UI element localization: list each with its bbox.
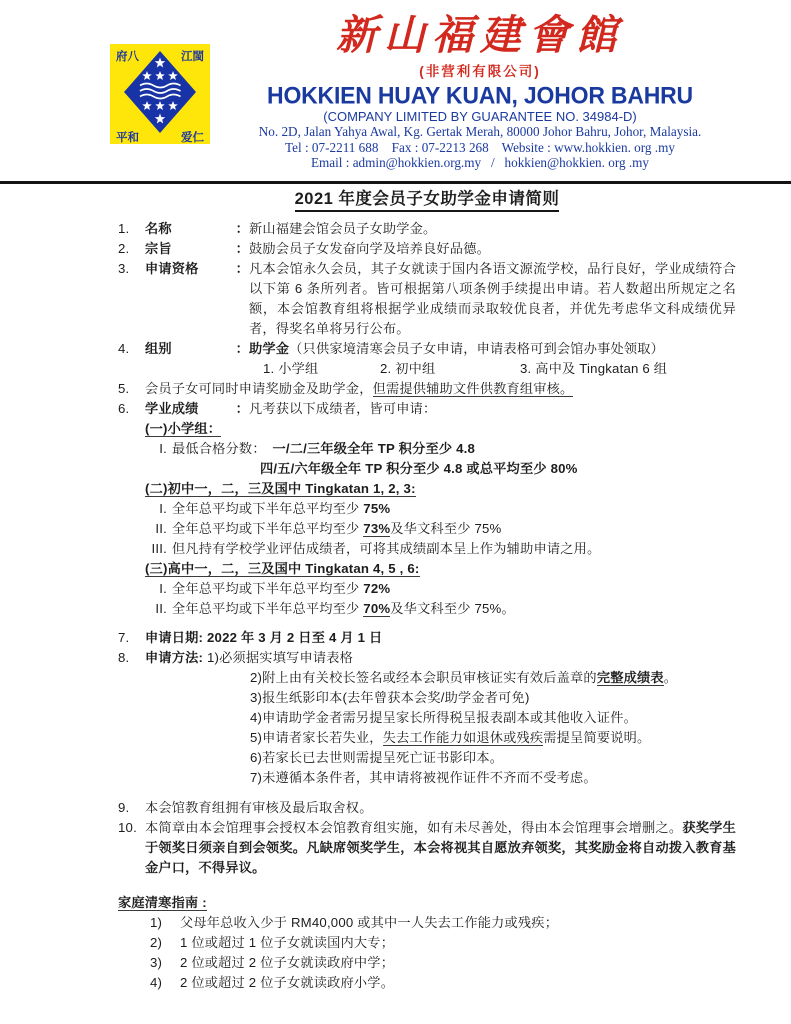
criterion-text: 全年总平均或下半年总平均至少 72% bbox=[172, 581, 391, 596]
org-name-chinese: 新山福建會館 bbox=[336, 11, 624, 59]
item-text: 鼓励会员子女发奋向学及培养良好品德。 bbox=[249, 241, 490, 256]
criterion-text: 全年总平均或下半年总平均至少 75% bbox=[172, 501, 391, 516]
guideline-text: 父母年总收入少于 RM40,000 或其中一人失去工作能力或残疾； bbox=[180, 915, 559, 930]
criterion-text: 但凡持有学校学业评估成绩者，可将其成绩副本呈上作为辅助申请之用。 bbox=[172, 541, 601, 556]
guideline-number: 3) bbox=[150, 955, 163, 970]
item-number: 6. bbox=[118, 401, 130, 416]
logo-corner-text-tr: 江閩 bbox=[181, 51, 204, 63]
hardship-guideline-row bbox=[150, 953, 736, 973]
colon: ： bbox=[235, 341, 249, 356]
item-number: 7. bbox=[118, 630, 130, 645]
method-step: 3)报生纸影印本(去年曾获本会奖/助学金者可免) bbox=[250, 690, 530, 705]
item-label: 名称 ： bbox=[145, 219, 249, 239]
title-line bbox=[118, 189, 736, 212]
roman-numeral: I. bbox=[159, 581, 167, 596]
application-guidelines bbox=[0, 184, 791, 993]
roman-numeral: III. bbox=[151, 541, 167, 556]
subsection-heading-primary: (一)小学组： bbox=[145, 421, 222, 436]
item-text: 会员子女可同时申请奖励金及助学金，但需提供辅助文件供教育组审核。 bbox=[145, 381, 574, 396]
criterion-text: 全年总平均或下半年总平均至少 70%及华文科至少 75%。 bbox=[172, 601, 515, 616]
item-label: 学业成绩 ： bbox=[145, 399, 249, 419]
group-lower-secondary: 2. 初中组 bbox=[380, 361, 436, 376]
criterion-row bbox=[145, 499, 736, 519]
colon: ： bbox=[235, 241, 249, 256]
item-number: 3. bbox=[118, 261, 130, 276]
criterion-row bbox=[145, 519, 736, 539]
category-groups-row bbox=[263, 359, 736, 379]
criterion-continuation: 四/五/六年级全年 TP 积分至少 4.8 或总平均至少 80% bbox=[260, 461, 578, 476]
hardship-guideline-row bbox=[150, 913, 736, 933]
colon: ： bbox=[235, 401, 249, 416]
item-text: 申请方法: 1)必须据实填写申请表格 bbox=[145, 650, 354, 665]
item-text: 凡考获以下成绩者，皆可申请： bbox=[249, 401, 437, 416]
item-label: 宗旨 ： bbox=[145, 239, 249, 259]
list-item-8 bbox=[118, 648, 736, 668]
method-step: 6)若家长已去世则需提呈死亡证书影印本。 bbox=[250, 750, 504, 765]
list-item-7 bbox=[118, 628, 736, 648]
item-text: 本会馆教育组拥有审核及最后取舍权。 bbox=[145, 800, 373, 815]
method-step: 2)附上由有关校长签名或经本会职员审核证实有效后盖章的完整成绩表。 bbox=[250, 670, 678, 685]
item-number: 10. bbox=[118, 820, 137, 835]
item-number: 1. bbox=[118, 221, 130, 236]
letterhead-text bbox=[180, 0, 780, 171]
org-name-english: HOKKIEN HUAY KUAN, JOHOR BAHRU bbox=[267, 81, 693, 109]
logo-corner-text-tl: 府八 bbox=[116, 51, 139, 63]
item-label: 组别 ： bbox=[145, 339, 249, 359]
roman-numeral: II. bbox=[155, 521, 167, 536]
item-label: 申请资格 ： bbox=[145, 259, 249, 279]
hardship-guideline-row bbox=[150, 933, 736, 953]
org-nonprofit-note: (非营利有限公司) bbox=[419, 64, 541, 80]
method-step: 7)未遵循本条件者，其申请将被视作证件不齐而不受考虑。 bbox=[250, 770, 597, 785]
criterion-row bbox=[145, 579, 736, 599]
criterion-text: 最低合格分数： 一/二/三年级全年 TP 积分至少 4.8 bbox=[172, 441, 476, 456]
criterion-row bbox=[145, 439, 736, 459]
roman-numeral: I. bbox=[159, 441, 167, 456]
guideline-number: 4) bbox=[150, 975, 163, 990]
org-registration-number: (COMPANY LIMITED BY GUARANTEE NO. 34984-D) bbox=[323, 109, 637, 125]
list-item-5 bbox=[118, 379, 736, 399]
item-number: 9. bbox=[118, 800, 130, 815]
logo-corner-text-bl: 平和 bbox=[116, 132, 139, 144]
list-item-6 bbox=[118, 399, 736, 419]
guideline-number: 2) bbox=[150, 935, 163, 950]
list-item-2 bbox=[118, 239, 736, 259]
hardship-guidelines-heading: 家庭清寒指南 : bbox=[118, 895, 207, 910]
org-email: Email : admin@hokkien.org.my / hokkien@hokkien. org .my bbox=[310, 155, 650, 171]
roman-numeral: II. bbox=[155, 601, 167, 616]
item-number: 5. bbox=[118, 381, 130, 396]
item-number: 8. bbox=[118, 650, 130, 665]
list-item-1 bbox=[118, 219, 736, 239]
list-item-4 bbox=[118, 339, 736, 359]
guideline-text: 2 位或超过 2 位子女就读政府中学； bbox=[180, 955, 395, 970]
page-title: 2021 年度会员子女助学金申请简则 bbox=[295, 189, 560, 212]
method-step: 5)申请者家长若失业，失去工作能力如退休或残疾需提呈简要说明。 bbox=[250, 730, 651, 745]
subsection-heading-upper-secondary: (三)高中一，二，三及国中 Tingkatan 4, 5 , 6: bbox=[145, 561, 420, 576]
group-upper-secondary: 3. 高中及 Tingkatan 6 组 bbox=[520, 361, 668, 376]
guideline-text: 1 位或超过 1 位子女就读国内大专； bbox=[180, 935, 395, 950]
colon: ： bbox=[235, 261, 249, 276]
guideline-number: 1) bbox=[150, 915, 163, 930]
method-step: 4)申请助学金者需另提呈家长所得税呈报表副本或其他收入证件。 bbox=[250, 710, 637, 725]
item-text: 助学金（只供家境清寒会员子女申请，申请表格可到会馆办事处领取） bbox=[249, 341, 665, 356]
item-text: 凡本会馆永久会员，其子女就读于国内各语文源流学校，品行良好，学业成绩符合以下第 6 条所列者。皆可根据第八项条例手续提出申请。若人数超出所规定之名额，本会馆教育组将根据学业成绩而录取较优良者，并优先考虑华文科成绩优异者，得奖名单将另行公布。 bbox=[249, 261, 736, 336]
criterion-row bbox=[145, 539, 736, 559]
criterion-row bbox=[145, 599, 736, 619]
letterhead bbox=[0, 0, 791, 184]
org-address: No. 2D, Jalan Yahya Awal, Kg. Gertak Merah, 80000 Johor Bahru, Johor, Malaysia. bbox=[258, 124, 702, 140]
list-item-10 bbox=[118, 818, 736, 878]
roman-numeral: I. bbox=[159, 501, 167, 516]
criterion-text: 全年总平均或下半年总平均至少 73%及华文科至少 75% bbox=[172, 521, 502, 536]
item-text: 申请日期: 2022 年 3 月 2 日至 4 月 1 日 bbox=[145, 630, 383, 645]
item-number: 2. bbox=[118, 241, 130, 256]
guideline-text: 2 位或超过 2 位子女就读政府小学。 bbox=[180, 975, 395, 990]
org-phone-fax-website: Tel : 07-2211 688 Fax : 07-2213 268 Website : www.hokkien. org .my bbox=[285, 139, 675, 155]
item-text: 新山福建会馆会员子女助学金。 bbox=[249, 221, 437, 236]
item-number: 4. bbox=[118, 341, 130, 356]
group-primary: 1. 小学组 bbox=[263, 361, 319, 376]
colon: ： bbox=[235, 221, 249, 236]
subsection-heading-lower-secondary: (二)初中一，二，三及国中 Tingkatan 1, 2, 3: bbox=[145, 481, 416, 496]
logo-corner-text-br: 爱仁 bbox=[181, 132, 204, 144]
list-item-3 bbox=[118, 259, 736, 339]
header-divider-rule bbox=[0, 181, 791, 184]
item-text: 本简章由本会馆理事会授权本会馆教育组实施，如有未尽善处，得由本会馆理事会增删之。获奖学生于领奖日须亲自到会领奖。凡缺席领奖学生，本会将视其自愿放弃领奖，其奖励金将自动拨入教育基金户口，不得异议。 bbox=[145, 820, 736, 875]
list-item-9 bbox=[118, 798, 736, 818]
hardship-guideline-row bbox=[150, 973, 736, 993]
